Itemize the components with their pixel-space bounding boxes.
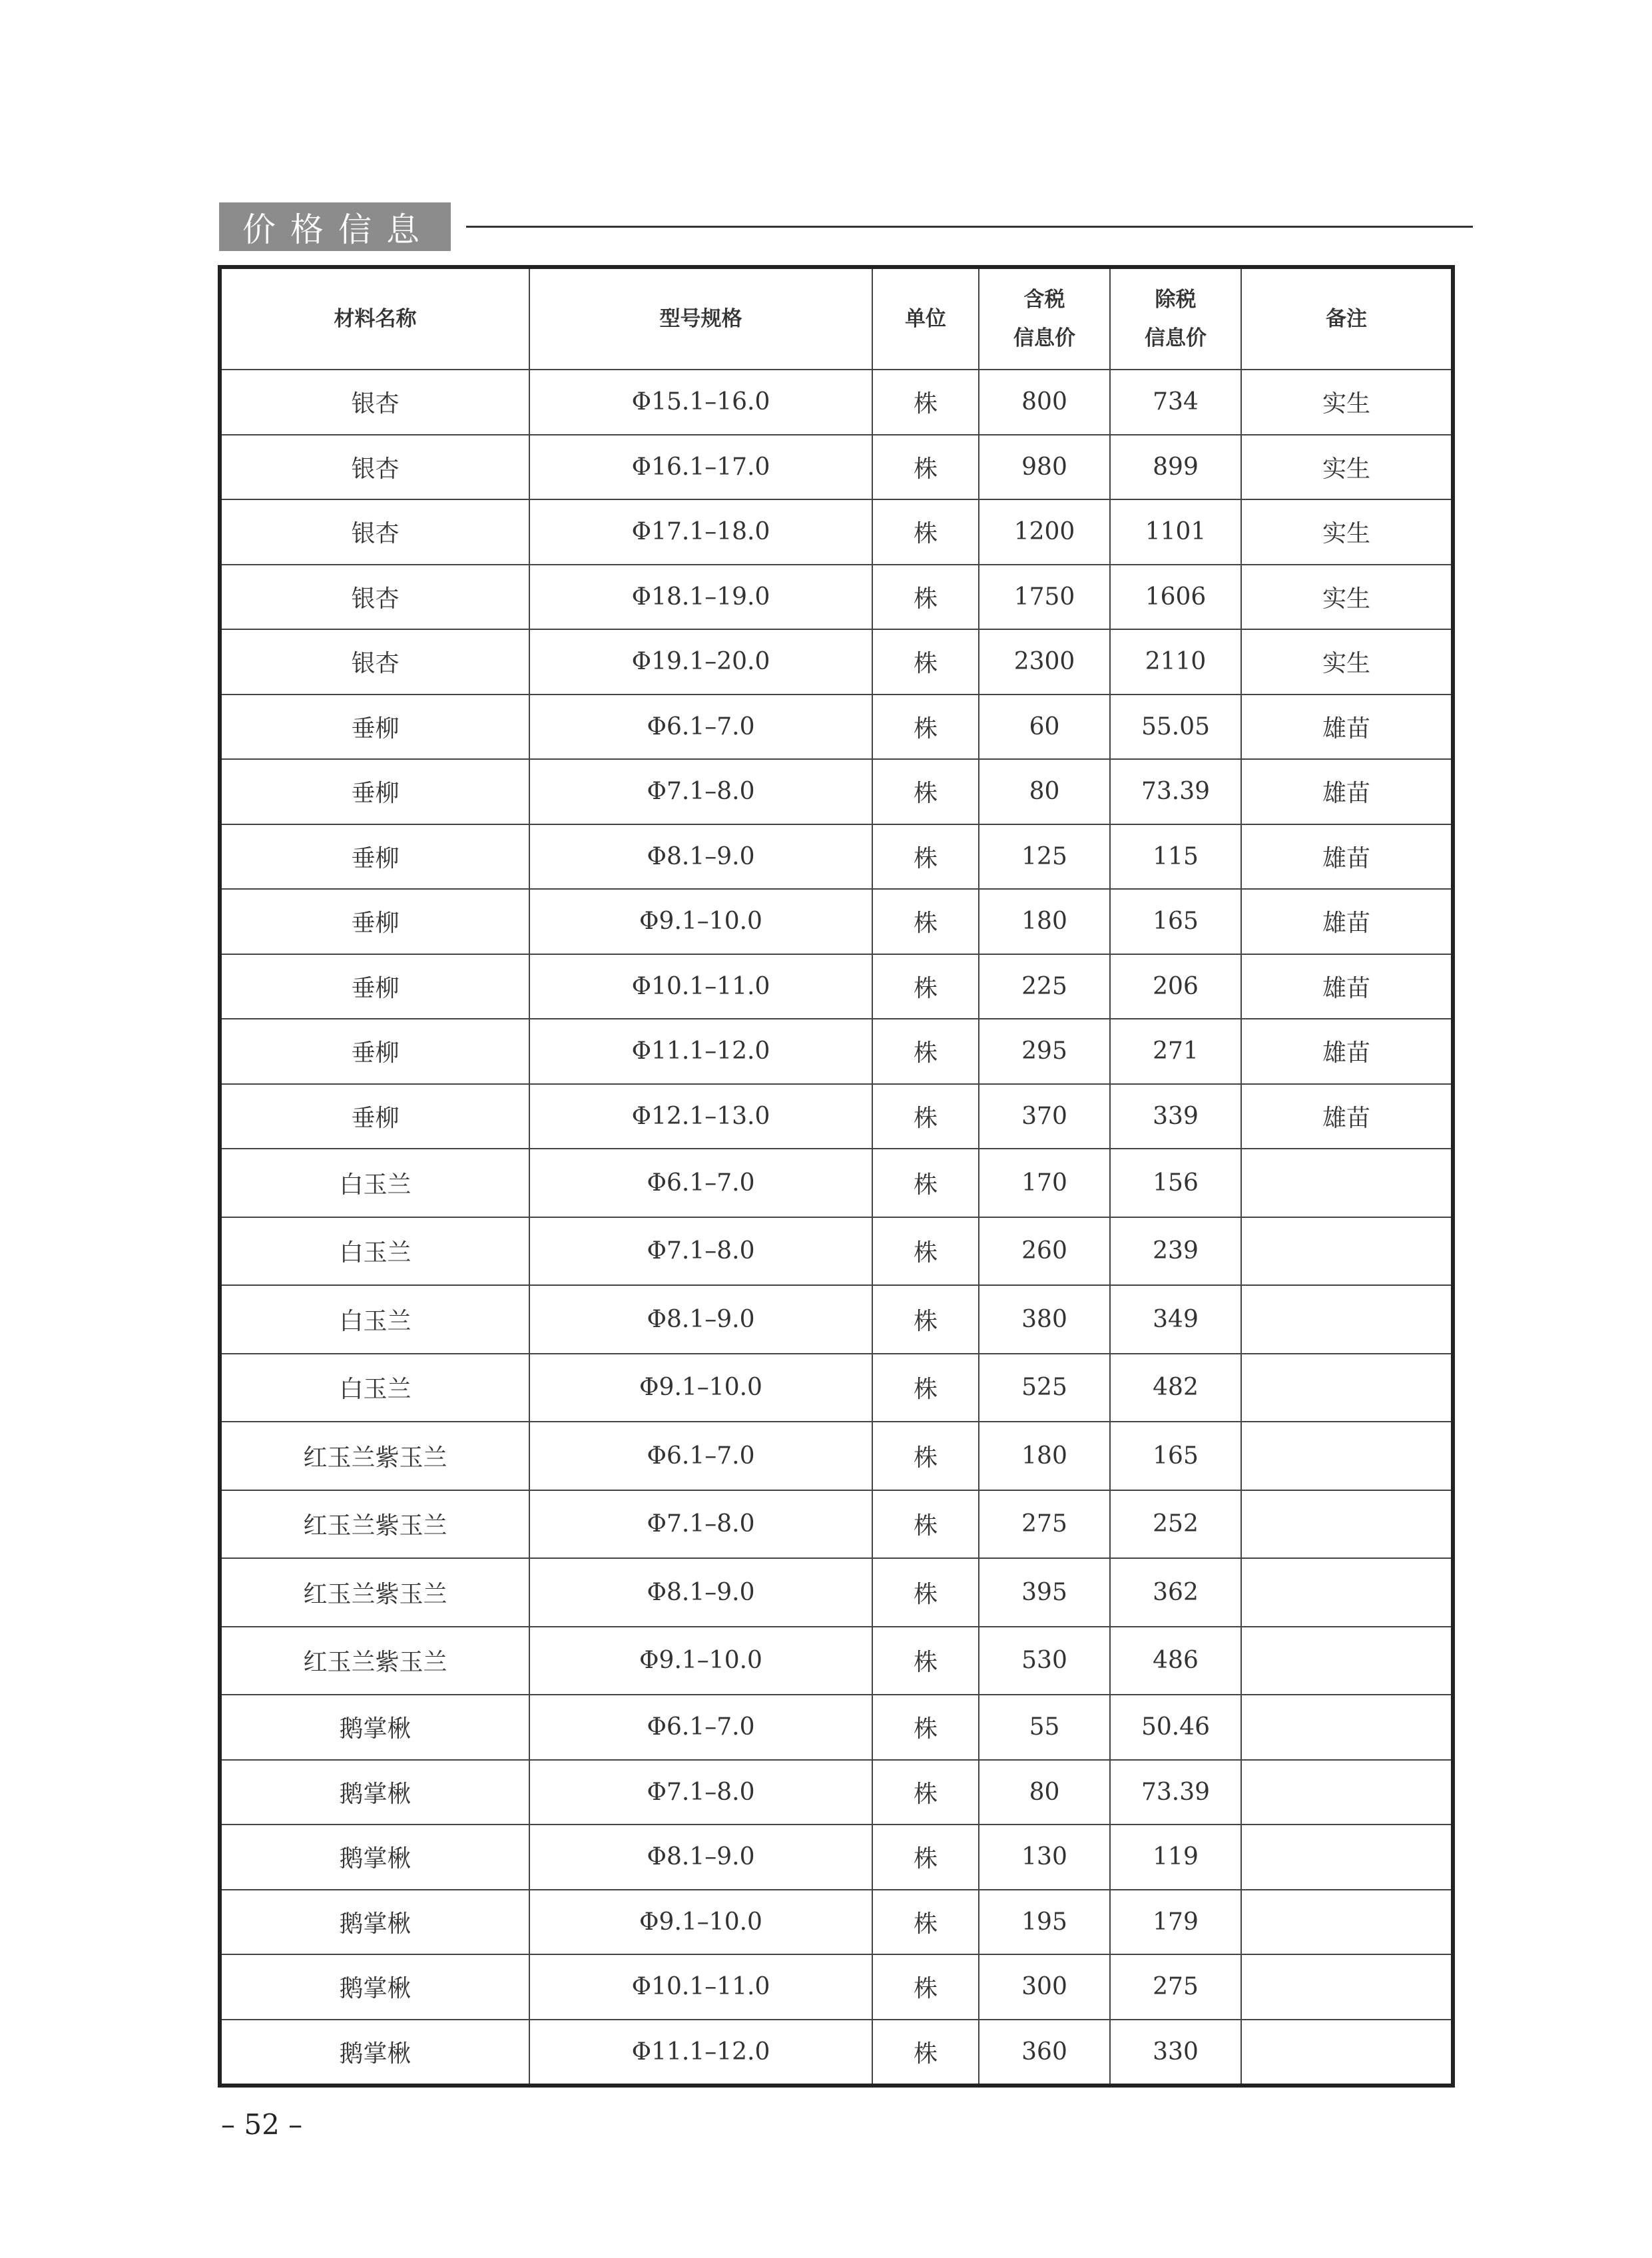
cell-name: 银杏 [220,370,529,435]
table-row [220,954,1453,1019]
cell-price-tax: 525 [979,1354,1110,1422]
cell-spec: Φ11.1–12.0 [529,1019,872,1084]
cell-spec: Φ7.1–8.0 [529,1490,872,1559]
cell-price-notax: 156 [1110,1149,1241,1217]
cell-remark: 雄苗 [1241,889,1453,954]
cell-price-notax: 1101 [1110,499,1241,565]
cell-name: 银杏 [220,629,529,695]
cell-name: 鹅掌楸 [220,1825,529,1890]
header-price-tax-line1: 含税 [1023,288,1065,312]
cell-price-notax: 330 [1110,2020,1241,2086]
cell-unit: 株 [872,824,979,890]
cell-spec: Φ17.1–18.0 [529,499,872,565]
cell-spec: Φ10.1–11.0 [529,1954,872,2020]
cell-name: 白玉兰 [220,1217,529,1286]
cell-price-tax: 395 [979,1558,1110,1627]
cell-remark [1241,1890,1453,1955]
cell-price-notax: 55.05 [1110,695,1241,760]
cell-name: 白玉兰 [220,1149,529,1217]
cell-price-notax: 2110 [1110,629,1241,695]
header-name: 材料名称 [220,267,529,370]
cell-price-tax: 295 [979,1019,1110,1084]
cell-unit: 株 [872,1890,979,1955]
cell-price-tax: 380 [979,1285,1110,1354]
cell-spec: Φ7.1–8.0 [529,1217,872,1286]
cell-remark: 实生 [1241,370,1453,435]
cell-remark [1241,1217,1453,1286]
cell-remark: 雄苗 [1241,1084,1453,1149]
cell-unit: 株 [872,695,979,760]
table-row [220,1354,1453,1422]
cell-price-tax: 1200 [979,499,1110,565]
table-row [220,1217,1453,1286]
cell-name: 鹅掌楸 [220,1890,529,1955]
cell-price-tax: 195 [979,1890,1110,1955]
cell-spec: Φ9.1–10.0 [529,1354,872,1422]
cell-spec: Φ16.1–17.0 [529,435,872,500]
cell-price-notax: 119 [1110,1825,1241,1890]
table-row [220,1019,1453,1084]
cell-price-notax: 115 [1110,824,1241,890]
cell-remark [1241,1695,1453,1760]
header-spec: 型号规格 [529,267,872,370]
header-divider [466,226,1473,228]
cell-remark [1241,1954,1453,2020]
cell-price-tax: 170 [979,1149,1110,1217]
cell-name: 红玉兰紫玉兰 [220,1558,529,1627]
header-price-notax [1110,267,1241,370]
cell-name: 银杏 [220,435,529,500]
cell-price-notax: 206 [1110,954,1241,1019]
cell-price-notax: 482 [1110,1354,1241,1422]
cell-unit: 株 [872,1084,979,1149]
cell-spec: Φ6.1–7.0 [529,695,872,760]
header-price-tax-line2: 信息价 [1013,326,1075,350]
cell-price-notax: 239 [1110,1217,1241,1286]
cell-price-notax: 165 [1110,889,1241,954]
cell-name: 红玉兰紫玉兰 [220,1422,529,1490]
cell-price-tax: 300 [979,1954,1110,2020]
table-row [220,1149,1453,1217]
cell-name: 垂柳 [220,759,529,824]
table-row [220,2020,1453,2086]
table-row [220,889,1453,954]
cell-name: 白玉兰 [220,1354,529,1422]
cell-spec: Φ6.1–7.0 [529,1149,872,1217]
table-row [220,1627,1453,1695]
cell-remark [1241,1285,1453,1354]
cell-name: 银杏 [220,499,529,565]
section-title: 价格信息 [219,202,451,251]
cell-price-tax: 225 [979,954,1110,1019]
cell-unit: 株 [872,1695,979,1760]
table-row [220,1422,1453,1490]
table-row [220,499,1453,565]
cell-unit: 株 [872,1149,979,1217]
cell-unit: 株 [872,1954,979,2020]
cell-spec: Φ19.1–20.0 [529,629,872,695]
cell-unit: 株 [872,1627,979,1695]
cell-spec: Φ7.1–8.0 [529,759,872,824]
table-row [220,1890,1453,1955]
cell-unit: 株 [872,1825,979,1890]
cell-price-notax: 165 [1110,1422,1241,1490]
table-row [220,1490,1453,1559]
cell-name: 银杏 [220,565,529,630]
cell-name: 垂柳 [220,824,529,890]
cell-remark [1241,1825,1453,1890]
cell-unit: 株 [872,1019,979,1084]
cell-unit: 株 [872,1422,979,1490]
cell-spec: Φ6.1–7.0 [529,1695,872,1760]
cell-unit: 株 [872,954,979,1019]
cell-name: 垂柳 [220,695,529,760]
cell-spec: Φ15.1–16.0 [529,370,872,435]
table-row [220,1558,1453,1627]
cell-remark: 实生 [1241,499,1453,565]
cell-name: 垂柳 [220,954,529,1019]
cell-unit: 株 [872,759,979,824]
cell-price-notax: 899 [1110,435,1241,500]
table-row [220,629,1453,695]
table-header-row [220,267,1453,370]
header-price-notax-line1: 除税 [1155,288,1197,312]
cell-remark: 雄苗 [1241,824,1453,890]
cell-price-notax: 362 [1110,1558,1241,1627]
table-row [220,1760,1453,1825]
cell-price-tax: 800 [979,370,1110,435]
cell-remark [1241,1760,1453,1825]
cell-remark: 雄苗 [1241,1019,1453,1084]
cell-unit: 株 [872,2020,979,2086]
cell-spec: Φ9.1–10.0 [529,1627,872,1695]
cell-price-tax: 60 [979,695,1110,760]
cell-spec: Φ8.1–9.0 [529,824,872,890]
cell-price-notax: 50.46 [1110,1695,1241,1760]
cell-price-notax: 339 [1110,1084,1241,1149]
cell-name: 鹅掌楸 [220,1954,529,2020]
cell-remark [1241,1627,1453,1695]
table-row [220,824,1453,890]
cell-unit: 株 [872,499,979,565]
cell-price-notax: 252 [1110,1490,1241,1559]
cell-price-tax: 2300 [979,629,1110,695]
cell-spec: Φ11.1–12.0 [529,2020,872,2086]
header-remark: 备注 [1241,267,1453,370]
cell-name: 垂柳 [220,1019,529,1084]
cell-remark [1241,1354,1453,1422]
table-row [220,435,1453,500]
cell-spec: Φ7.1–8.0 [529,1760,872,1825]
cell-price-notax: 73.39 [1110,759,1241,824]
cell-unit: 株 [872,1760,979,1825]
cell-spec: Φ18.1–19.0 [529,565,872,630]
cell-unit: 株 [872,435,979,500]
cell-name: 垂柳 [220,889,529,954]
page-number: – 52 – [221,2108,303,2141]
cell-spec: Φ8.1–9.0 [529,1558,872,1627]
cell-name: 垂柳 [220,1084,529,1149]
table-body [220,370,1453,2086]
cell-remark: 实生 [1241,435,1453,500]
cell-remark [1241,2020,1453,2086]
cell-price-tax: 130 [979,1825,1110,1890]
cell-unit: 株 [872,1558,979,1627]
cell-spec: Φ8.1–9.0 [529,1285,872,1354]
cell-name: 红玉兰紫玉兰 [220,1490,529,1559]
cell-name: 鹅掌楸 [220,1695,529,1760]
cell-price-notax: 486 [1110,1627,1241,1695]
cell-unit: 株 [872,629,979,695]
cell-remark [1241,1422,1453,1490]
cell-spec: Φ10.1–11.0 [529,954,872,1019]
cell-remark: 雄苗 [1241,954,1453,1019]
table-row [220,370,1453,435]
cell-remark: 雄苗 [1241,759,1453,824]
cell-spec: Φ9.1–10.0 [529,889,872,954]
cell-spec: Φ8.1–9.0 [529,1825,872,1890]
cell-price-tax: 980 [979,435,1110,500]
cell-price-tax: 360 [979,2020,1110,2086]
table-row [220,565,1453,630]
cell-price-tax: 80 [979,1760,1110,1825]
cell-name: 鹅掌楸 [220,2020,529,2086]
cell-remark [1241,1558,1453,1627]
table-row [220,759,1453,824]
cell-price-tax: 370 [979,1084,1110,1149]
cell-price-tax: 80 [979,759,1110,824]
table-row [220,1084,1453,1149]
cell-price-tax: 180 [979,889,1110,954]
cell-unit: 株 [872,1285,979,1354]
cell-remark: 雄苗 [1241,695,1453,760]
cell-price-notax: 349 [1110,1285,1241,1354]
cell-name: 白玉兰 [220,1285,529,1354]
cell-price-notax: 73.39 [1110,1760,1241,1825]
cell-price-notax: 734 [1110,370,1241,435]
cell-remark [1241,1149,1453,1217]
header-price-notax-line2: 信息价 [1145,326,1207,350]
table-row [220,1285,1453,1354]
cell-unit: 株 [872,1217,979,1286]
cell-unit: 株 [872,1354,979,1422]
cell-spec: Φ12.1–13.0 [529,1084,872,1149]
cell-price-tax: 275 [979,1490,1110,1559]
cell-price-tax: 125 [979,824,1110,890]
cell-price-notax: 1606 [1110,565,1241,630]
cell-spec: Φ9.1–10.0 [529,1890,872,1955]
cell-remark: 实生 [1241,629,1453,695]
header-unit: 单位 [872,267,979,370]
cell-price-tax: 1750 [979,565,1110,630]
cell-price-notax: 275 [1110,1954,1241,2020]
cell-price-notax: 179 [1110,1890,1241,1955]
table-row [220,1825,1453,1890]
table-row [220,695,1453,760]
cell-price-tax: 180 [979,1422,1110,1490]
table-row [220,1954,1453,2020]
cell-unit: 株 [872,370,979,435]
cell-price-tax: 530 [979,1627,1110,1695]
header-price-tax [979,267,1110,370]
cell-price-tax: 260 [979,1217,1110,1286]
cell-price-notax: 271 [1110,1019,1241,1084]
cell-price-tax: 55 [979,1695,1110,1760]
cell-unit: 株 [872,1490,979,1559]
cell-remark: 实生 [1241,565,1453,630]
cell-spec: Φ6.1–7.0 [529,1422,872,1490]
cell-remark [1241,1490,1453,1559]
cell-name: 红玉兰紫玉兰 [220,1627,529,1695]
table-row [220,1695,1453,1760]
cell-unit: 株 [872,889,979,954]
cell-name: 鹅掌楸 [220,1760,529,1825]
price-table [218,265,1455,2088]
cell-unit: 株 [872,565,979,630]
